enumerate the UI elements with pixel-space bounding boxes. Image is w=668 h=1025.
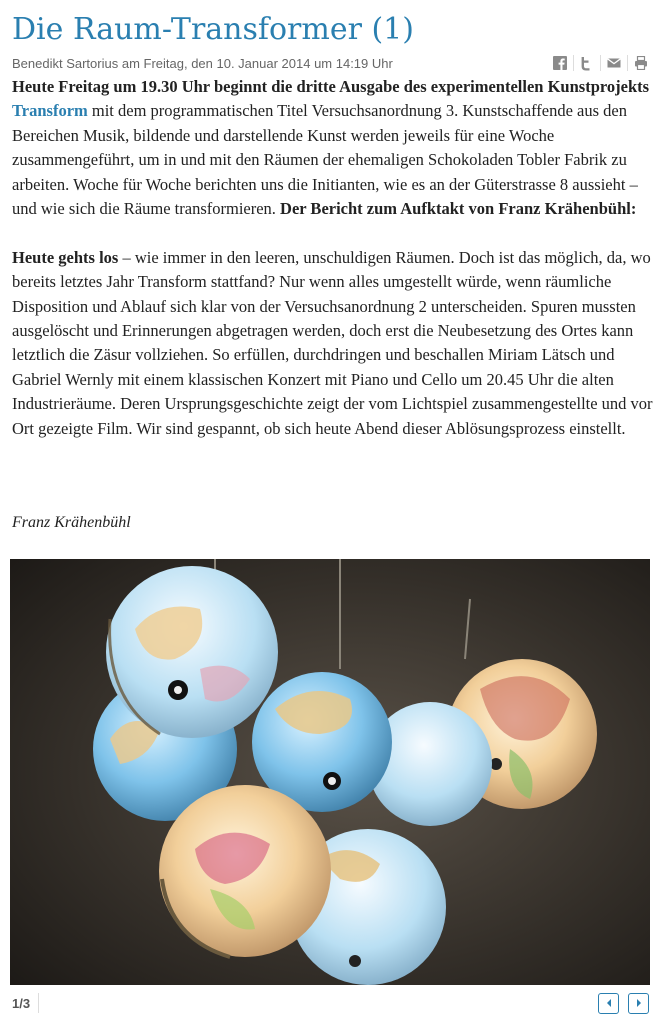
share-divider [573,55,574,71]
chevron-left-icon [605,995,613,1013]
twitter-icon[interactable] [577,55,597,71]
article-body [12,75,657,441]
transform-link[interactable]: Transform [12,101,88,121]
article-byline: Benedikt Sartorius am Freitag, den 10. Januar 2014 um 14:19 Uhr [12,56,393,71]
print-icon[interactable] [631,55,651,71]
gallery-prev-button[interactable] [598,993,619,1014]
paragraph-text: mit dem programmatischen Titel Versuchsanordnung 3. Kunstschaffende aus den Bereichen Musik, bildende und darstellende Kunst werden jeweils für eine Woche zusammengeführt, um in und mit den Räumen der ehemaligen Schokoladen Tobler Fabrik zu arbeiten. Woche für Woche berichten uns die Initianten, wie es an der Güterstrasse 8 aussieht – und wie sich die Räume transformieren. [12,101,638,219]
share-divider [600,55,601,71]
facebook-icon[interactable] [550,55,570,71]
article-title: Die Raum-Transformer (1) [12,12,414,47]
article-paragraph [12,75,657,221]
gallery-counter: 1/3 [12,996,31,1011]
author-signature: Franz Krähenbühl [12,514,131,531]
email-icon[interactable] [604,55,624,71]
report-intro: Der Bericht zum Aufktakt von Franz Krähenbühl: [280,199,637,219]
share-divider [627,55,628,71]
article-paragraph [12,246,657,441]
gallery-photo[interactable] [10,559,650,985]
lead-text: Heute gehts los [12,247,119,267]
chevron-right-icon [635,995,643,1013]
gallery-next-button[interactable] [628,993,649,1014]
gallery-divider [38,993,39,1013]
lead-text: Heute Freitag um 19.30 Uhr beginnt die dritte Ausgabe des experimentellen Kunstprojekts [12,77,650,96]
paragraph-text: – wie immer in den leeren, unschuldigen Räumen. Doch ist das möglich, da, wo bereits letztes Jahr Transform stattfand? Nur wenn alles umgestellt würde, wenn räumliche Disposition und Ablauf sich klar von der Versuchsanordnung 2 unterscheiden. Spuren mussten ausgelöscht und Erinnerungen abgetragen werden, doch erst die Neubesetzung des Ortes kann letztlich die Zäsur vollziehen. So erfüllen, durchdringen und beschallen Miriam Lätsch und Gabriel Wernly mit einem klassischen Konzert mit Piano und Cello um 20.45 Uhr die alten Industrieräume. Deren Ursprungsgeschichte zeigt der vom Lichtspiel zusammengestellte und vor Ort gezeigte Film. Wir sind gespannt, ob sich heute Abend dieser Ablösungsprozess einstellt. [12,247,653,438]
share-bar [550,54,651,72]
